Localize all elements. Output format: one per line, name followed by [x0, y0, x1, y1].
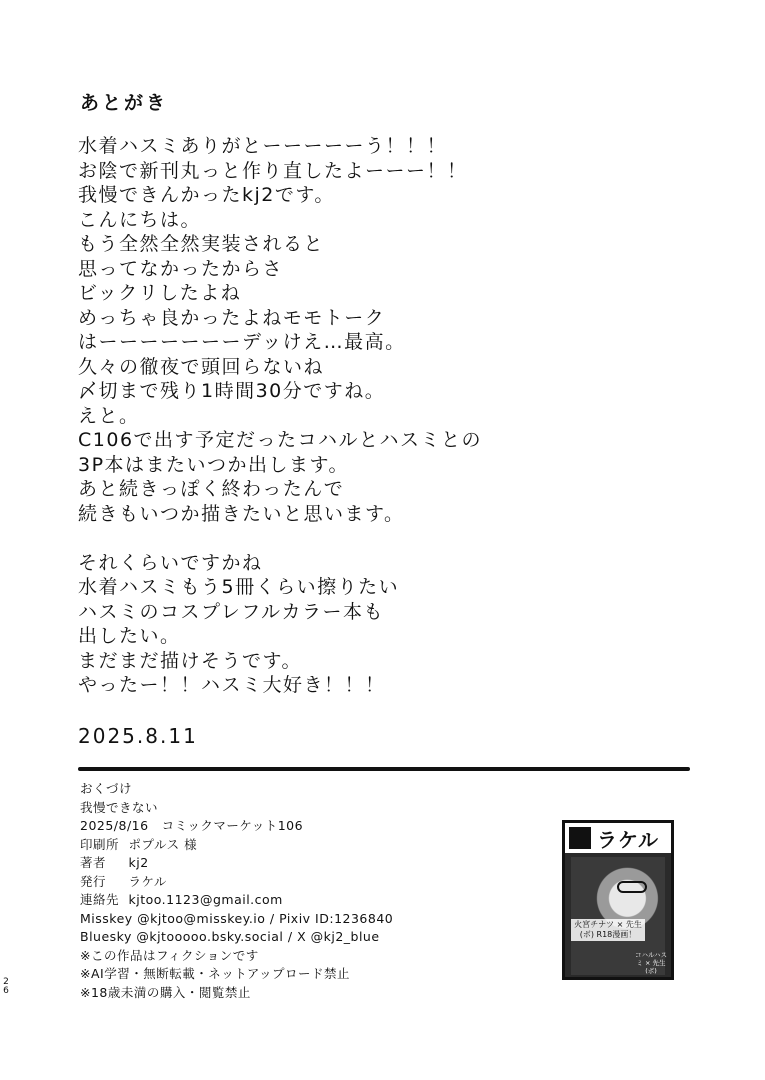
- afterword-line: やったー！！ハスミ大好き！！！: [78, 674, 386, 696]
- afterword-body: [78, 134, 638, 698]
- colophon: [80, 780, 550, 1002]
- afterword-line: めっちゃ良かったよねモモトーク: [78, 306, 386, 329]
- afterword-line: まだまだ描けそうです。: [78, 649, 302, 672]
- event-line: 2025/8/16 コミックマーケット106: [80, 818, 304, 833]
- contact-label: 連絡先: [80, 892, 120, 907]
- no-repost-note: ※AI学習・無断転載・ネットアップロード禁止: [80, 966, 350, 981]
- afterword-line: あと続きっぽく終わったんで: [78, 478, 345, 500]
- afterword-line: 続きもいつか描きたいと思います。: [78, 502, 405, 525]
- afterword-heading: あとがき: [80, 92, 169, 114]
- afterword-line: 出したい。: [78, 625, 181, 647]
- fiction-note: ※この作品はフィクションです: [80, 947, 259, 963]
- afterword-line: 〆切まで残り1時間30分ですね。: [78, 380, 386, 402]
- blank-line: [78, 526, 638, 551]
- afterword-line: ビックリしたよね: [78, 282, 242, 304]
- page-number: 26: [3, 977, 9, 996]
- afterword-date: 2025.8.11: [78, 724, 198, 748]
- author-row: [80, 854, 550, 873]
- afterword-line: こんにちは。: [78, 208, 202, 231]
- afterword-line: 水着ハスミもう5冊くらい擦りたい: [78, 576, 400, 598]
- publisher-label: 発行: [80, 873, 107, 889]
- glasses-icon: [617, 881, 647, 893]
- age-restriction-note: ※18歳未満の購入・閲覧禁止: [80, 984, 251, 1000]
- circle-name: ラケル: [597, 827, 659, 852]
- printer-label: 印刷所: [80, 836, 120, 852]
- section-divider: [78, 767, 690, 771]
- circle-cut-image: [562, 820, 674, 980]
- publisher-row: [80, 873, 550, 892]
- printer-row: [80, 836, 550, 855]
- afterword-line: C106で出す予定だったコハルとハスミとの: [78, 429, 483, 451]
- afterword-line: 思ってなかったからさ: [78, 257, 284, 280]
- social-line-1: Misskey @kjtoo@misskey.io / Pixiv ID:1236840: [80, 910, 394, 926]
- afterword-line: それくらいですかね: [78, 551, 263, 574]
- publisher-value: ラケル: [128, 873, 167, 889]
- afterword-line: お陰で新刊丸っと作り直したよーーー！！: [78, 159, 468, 182]
- afterword-line: 久々の徹夜で頭回らないね: [78, 355, 325, 378]
- author-label: 著者: [80, 855, 107, 870]
- afterword-line: 我慢できんかったkj2です。: [78, 184, 335, 206]
- afterword-line: ハスミのコスプレフルカラー本も: [78, 600, 384, 623]
- circle-cut-header: [565, 823, 671, 853]
- colophon-heading: おくづけ: [80, 781, 133, 796]
- afterword-line: えと。: [78, 404, 140, 427]
- black-square-icon: [569, 827, 591, 849]
- afterword-line: もう全然全然実装されると: [78, 233, 325, 255]
- circle-cut-caption: 火宮チナツ × 先生(ボ) R18漫画！: [571, 919, 645, 941]
- circle-cut-subcaption: コハルハスミ × 先生(ボ): [634, 951, 668, 975]
- author-value: kj2: [128, 855, 149, 870]
- contact-row: [80, 891, 550, 910]
- afterword-line: はーーーーーーーデッけえ…最高。: [78, 331, 406, 353]
- afterword-line: 水着ハスミありがとーーーーーう！！！: [78, 135, 448, 157]
- book-title: 我慢できない: [80, 799, 159, 815]
- printer-value: ポプルス 様: [128, 836, 198, 852]
- contact-value: kjtoo.1123@gmail.com: [128, 892, 283, 907]
- social-line-2: Bluesky @kjtooooo.bsky.social / X @kj2_blue: [80, 929, 380, 944]
- afterword-line: 3P本はまたいつか出します。: [78, 453, 350, 476]
